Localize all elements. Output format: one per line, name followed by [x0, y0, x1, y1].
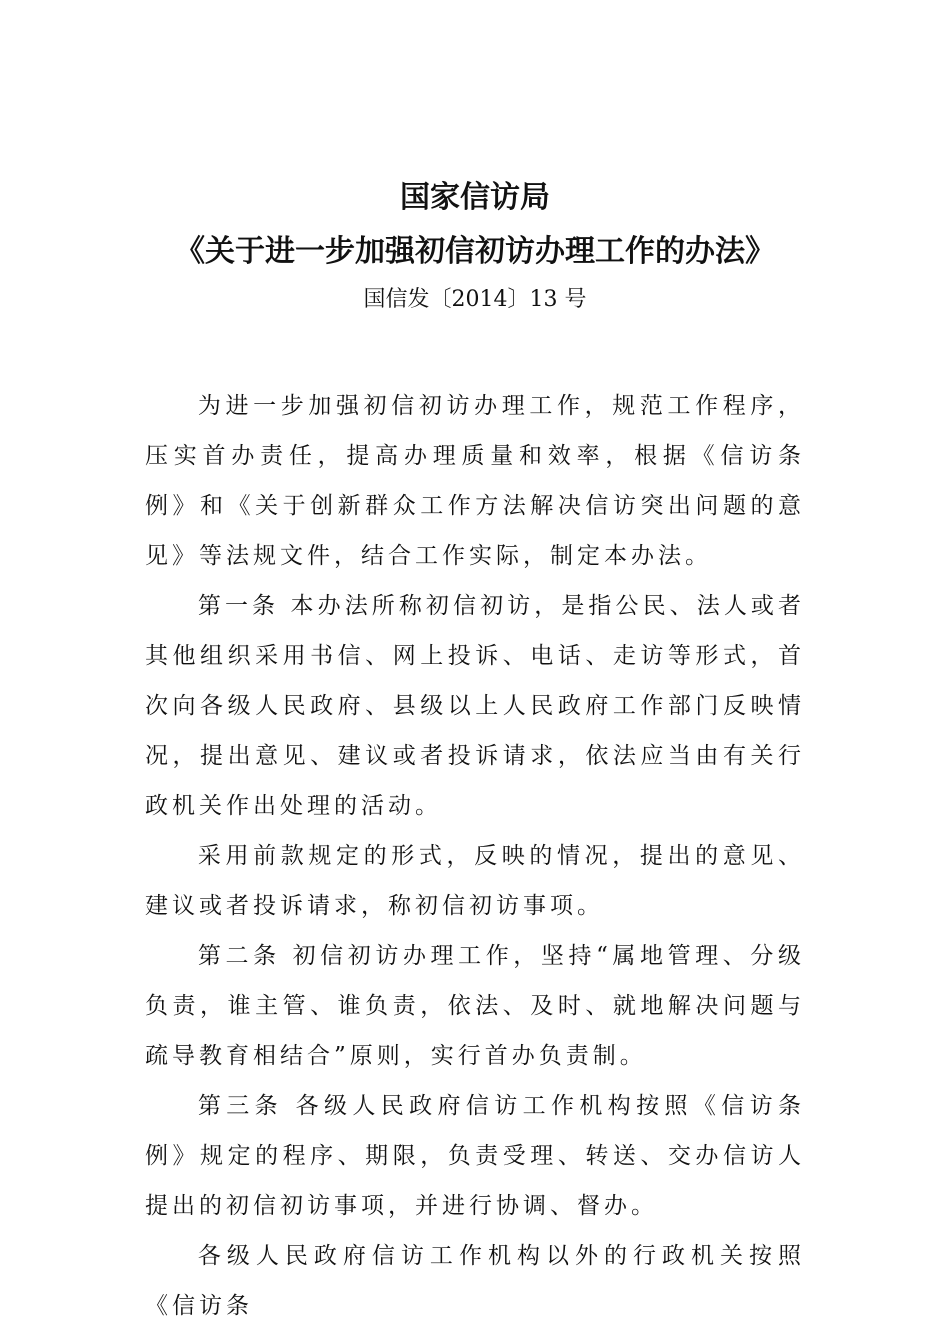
document-subtitle: 《关于进一步加强初信初访办理工作的办法》	[175, 234, 775, 269]
paragraph-article-3: 第三条 各级人民政府信访工作机构按照《信访条例》规定的程序、期限，负责受理、转送、交办信访人提出的初信初访事项，并进行协调、督办。	[145, 1093, 805, 1219]
paragraph-article-1: 第一条 本办法所称初信初访，是指公民、法人或者其他组织采用书信、网上投诉、电话、走访等形式，首次向各级人民政府、县级以上人民政府工作部门反映情况，提出意见、建议或者投诉请求，依法应当由有关行政机关作出处理的活动。	[145, 593, 805, 819]
document-title: 国家信访局	[400, 180, 550, 215]
document-body	[145, 381, 805, 1331]
paragraph-article-1-clause-2: 采用前款规定的形式，反映的情况，提出的意见、建议或者投诉请求，称初信初访事项。	[145, 843, 805, 919]
document-number: 国信发〔2014〕13 号	[363, 287, 587, 312]
paragraph-article-2: 第二条 初信初访办理工作，坚持“属地管理、分级负责，谁主管、谁负责，依法、及时、就地解决问题与疏导教育相结合”原则，实行首办负责制。	[145, 943, 805, 1069]
paragraph-article-3-clause-2: 各级人民政府信访工作机构以外的行政机关按照《信访条	[145, 1243, 805, 1319]
paragraph-preamble: 为进一步加强初信初访办理工作，规范工作程序，压实首办责任，提高办理质量和效率，根据《信访条例》和《关于创新群众工作方法解决信访突出问题的意见》等法规文件，结合工作实际，制定本办法。	[145, 393, 805, 569]
